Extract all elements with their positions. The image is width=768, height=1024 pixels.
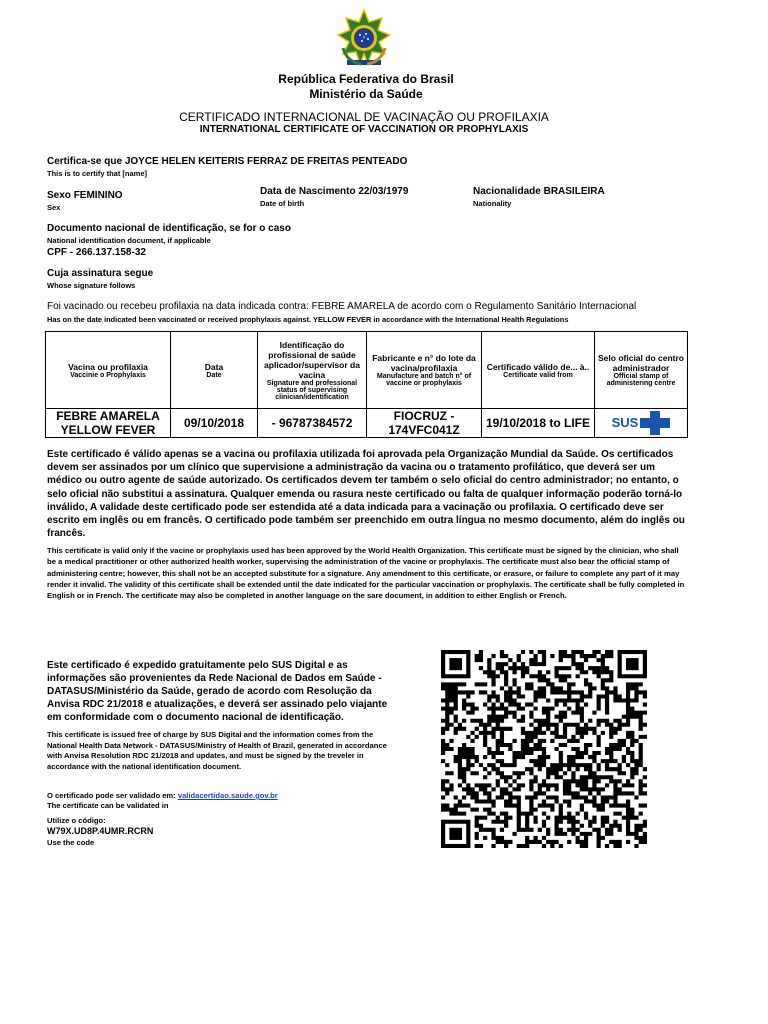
doc-value: CPF - 266.137.158-32 (47, 247, 146, 258)
nationality-line (473, 186, 605, 197)
header-stamp-en: Official stamp of administering centre (606, 373, 676, 387)
header-vaccine-en: Vaccinie o Prophylaxis (70, 371, 146, 379)
certificate-title-en: INTERNATIONAL CERTIFICATE OF VACCINATION OR PROPHYLAXIS (199, 124, 529, 135)
vaccination-table (45, 331, 688, 438)
header-date-en: Date (206, 371, 222, 379)
certify-en: This is to certify that [name] (47, 169, 148, 178)
cell-stamp (595, 409, 688, 438)
coat-of-arms-emblem (333, 8, 395, 70)
sex-en: Sex (47, 203, 61, 212)
header-professional-en: Signature and professional status of supervising clinician/identification (266, 379, 358, 401)
header-vaccine (46, 332, 171, 409)
validation-label: O certificado pode ser validado em: (47, 791, 176, 800)
terms-pt: Este certificado é válido apenas se a vacina ou profilaxia utilizada foi aprovada pela Organização Mundial da Saúde. Os certificados devem ser assinados por um clínico que supervisione a administração da vacina ou o tratamento profilático, que deverá ser um médico ou outro agente de saúde autorizado. Os certificados devem ter também o selo oficial do centro administrador; no entanto, o selo oficial não substitui a assinatura. Qualquer emenda ou rasura neste certificado ou falta de qualquer informação poderão torná-lo inválido, A validade deste certificado pode ser estendida até a data indicada para a vacinação ou profilaxia. O certificado deve ser escrito em inglês ou em francês. O certificado pode também ser preenchido em outra língua no mesmo documento, além do inglês ou francês. (47, 449, 685, 540)
header-vaccine-pt: Vacina ou profilaxia (68, 361, 148, 372)
dob-line (260, 186, 408, 197)
sus-logo-text: SUS (611, 415, 639, 430)
issuance-en: This certificate is issued free of charge by SUS Digital and the information comes from the National Health Data Network - DATASUS/Ministry of Health of Brazil, generated in accordance with Anvisa Resolution RDC 21/2018 and updates, and must be signed by the treveler in accordance with the national identification document. (47, 730, 387, 771)
cell-validity: 19/10/2018 to LIFE (482, 409, 595, 438)
validation-code: W79X.UD8P.4UMR.RCRN (47, 826, 154, 836)
dob-label: Data de Nascimento (260, 186, 356, 197)
vaccine-en: YELLOW FEVER (60, 423, 156, 437)
cell-manufacturer (367, 409, 482, 438)
dob-value: 22/03/1979 (358, 186, 409, 197)
header-professional (258, 332, 367, 409)
header-manufacturer (367, 332, 482, 409)
batch: 174VFC041Z (388, 423, 460, 437)
qr-finder-pattern (618, 650, 647, 678)
header-validity-pt: Certificado válido de... à.. (486, 361, 590, 372)
nationality-en: Nationality (473, 199, 512, 208)
sus-logo (612, 411, 671, 435)
header-validity-en: Certificate valid from (503, 371, 573, 379)
header-date-pt: Data (204, 361, 224, 372)
cell-professional: - 96787384572 (258, 409, 367, 438)
republic-title: República Federativa do Brasil (278, 72, 454, 86)
code-label: Utilize o código: (47, 816, 106, 825)
certificate-title-pt: CERTIFICADO INTERNACIONAL DE VACINAÇÃO OU PROFILAXIA (179, 110, 549, 124)
issuance-pt: Este certificado é expedido gratuitamente pelo SUS Digital e as informações são provenientes da Rede Nacional de Dados em Saúde - DATASUS/Ministério da Saúde, gerado de acordo com Resolução da Anvisa RDC 21/2018 e atualizações, e deverá ser assinado pelo viajante em conformidade com o documento nacional de identificação. (47, 660, 388, 723)
header-validity (482, 332, 595, 409)
vaccination-intro-en: Has on the date indicated been vaccinated or received prophylaxis against. YELLOW FEVER in accordance with the International Health Regulations (47, 315, 569, 324)
header-stamp (595, 332, 688, 409)
header-manufacturer-pt: Fabricante e n° do lote da vacina/profilaxia (372, 353, 476, 373)
qr-code (441, 650, 647, 848)
ministry-title: Ministério da Saúde (309, 87, 423, 101)
qr-finder-pattern (441, 820, 470, 848)
signature-label: Cuja assinatura segue (47, 268, 154, 279)
header-professional-pt: Identificação do profissional de saúde aplicador/supervisor da vacina (264, 339, 360, 380)
cell-vaccine (46, 409, 171, 438)
terms-en: This certificate is valid only if the vacine or prophylaxis used has been approved by the World Health Organization. This certificate must be signed by the clinician, who shall be a medical practitioner or other authorized health worker, supervising the administration of the vacine or prophylaxis. The certificate must also bear the official stamp of administering centre; however, this shall not be an accepted substitute for a signature. Any amendment to this certificate, or erasure, or failure to complete any part of it may render it invalid. The validity of this certificate shall be extended until the date indicated for the particular vaccination or prophylaxis. The certificate shall be fully completed in English or in French. The certificate may also be completed in another language on the sare document, in addition to either English or French. (47, 546, 685, 601)
sex-line (47, 190, 123, 201)
holder-name-line (47, 156, 407, 167)
nationality-value: BRASILEIRA (543, 186, 605, 197)
doc-label: Documento nacional de identificação, se for o caso (47, 223, 291, 234)
sex-label: Sexo (47, 190, 71, 201)
doc-en: National identification document, if applicable (47, 236, 211, 245)
qr-finder-pattern (441, 650, 470, 678)
code-en: Use the code (47, 838, 95, 847)
header-date (171, 332, 258, 409)
validation-link[interactable]: validacertidao.saude.gov.br (177, 791, 278, 800)
header-manufacturer-en: Manufacture and batch n° of vaccine or prophylaxis (376, 373, 472, 387)
qr-code-graphic (441, 650, 647, 848)
cell-date: 09/10/2018 (171, 409, 258, 438)
holder-name: JOYCE HELEN KEITERIS FERRAZ DE FREITAS PENTEADO (124, 156, 408, 167)
qr-modules (441, 650, 647, 848)
signature-en: Whose signature follows (47, 281, 136, 290)
validation-line (47, 791, 278, 800)
header-stamp-pt: Selo oficial do centro administrador (598, 353, 684, 373)
vaccination-intro-pt: Foi vacinado ou recebeu profilaxia na data indicada contra: FEBRE AMARELA de acordo com o Regulamento Sanitário Internacional (47, 301, 637, 312)
sex-value: FEMININO (73, 190, 123, 201)
vaccine-pt: FEBRE AMARELA (56, 409, 160, 423)
table-header-row (46, 332, 688, 409)
dob-en: Date of birth (260, 199, 305, 208)
manufacturer: FIOCRUZ - (393, 409, 455, 423)
sus-cross-icon (640, 411, 670, 435)
table-row (46, 409, 688, 438)
certify-label: Certifica-se que (47, 156, 123, 167)
validation-en: The certificate can be validated in (47, 801, 169, 810)
nationality-label: Nacionalidade (473, 186, 541, 197)
